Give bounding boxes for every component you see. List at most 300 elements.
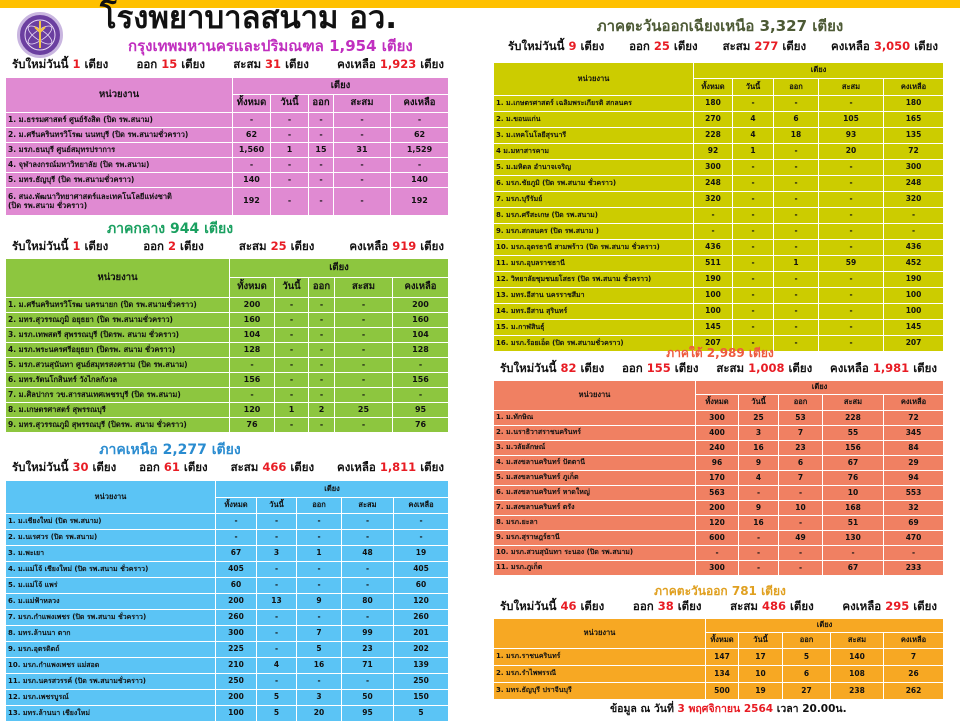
header-out: ออก — [309, 95, 334, 113]
cell-out: - — [297, 610, 342, 626]
header-total: ทั้งหมด — [694, 79, 733, 96]
cell-accumulated: - — [335, 343, 393, 358]
cell-today: 3 — [257, 546, 297, 562]
cell-today: - — [275, 373, 309, 388]
header-beds: เตียง — [216, 481, 449, 498]
table-row — [6, 158, 449, 173]
cell-out: - — [309, 373, 335, 388]
cell-total: 128 — [230, 343, 275, 358]
cell-accumulated: 105 — [819, 112, 884, 128]
cell-today: 4 — [733, 112, 774, 128]
cell-remaining: - — [884, 224, 944, 240]
unit-name-cell: 8. มรภ.ยะลา — [494, 516, 696, 531]
cell-out: - — [779, 516, 823, 531]
cell-out: - — [774, 320, 819, 336]
summary-remain-value: 1,923 — [379, 57, 417, 71]
table-row — [494, 176, 944, 192]
cell-accumulated: - — [819, 224, 884, 240]
cell-today: - — [257, 578, 297, 594]
cell-total: - — [216, 514, 257, 530]
table-row — [6, 690, 449, 706]
table-row — [494, 666, 944, 683]
unit-name-cell: 3. มทร.ธัญบุรี ปราจีนบุรี — [494, 683, 706, 700]
table-row — [6, 373, 449, 388]
summary-remain-value: 1,811 — [379, 460, 417, 474]
cell-out: 20 — [297, 706, 342, 722]
summary-new-label: รับใหม่วันนี้ — [12, 460, 69, 474]
header-total: ทั้งหมด — [233, 95, 271, 113]
header-accumulated: สะสม — [831, 633, 884, 649]
summary-unit: เตียง — [913, 599, 937, 613]
table-row — [494, 112, 944, 128]
cell-today: - — [275, 343, 309, 358]
unit-name-cell: 6. ม.สงขลานครินทร์ หาดใหญ่ — [494, 486, 696, 501]
cell-remaining: 260 — [394, 610, 449, 626]
cell-today: - — [275, 313, 309, 328]
table-row — [494, 471, 944, 486]
summary-unit: เตียง — [788, 361, 813, 375]
summary-acc-value: 1,008 — [748, 361, 785, 375]
table-row — [494, 208, 944, 224]
summary-remain — [337, 58, 444, 72]
cell-out: 18 — [774, 128, 819, 144]
cell-out: - — [297, 530, 342, 546]
header-today: วันนี้ — [275, 278, 309, 298]
cell-accumulated: - — [819, 272, 884, 288]
cell-out: - — [774, 144, 819, 160]
summary-unit: เตียง — [914, 39, 938, 53]
header-beds: เตียง — [696, 381, 944, 395]
unit-name-cell: 13. มทร.ล้านนา เชียงใหม่ — [6, 706, 216, 722]
cell-accumulated: - — [334, 158, 391, 173]
summary-remain-label: คงเหลือ — [349, 239, 389, 253]
unit-name-cell: 1. ม.เกษตรศาสตร์ เฉลิมพระเกียรติ สกลนคร — [494, 96, 694, 112]
table-row — [494, 456, 944, 471]
cell-out: 27 — [783, 683, 831, 700]
summary-remain — [337, 461, 444, 475]
header-out: ออก — [783, 633, 831, 649]
cell-total: 60 — [216, 578, 257, 594]
cell-remaining: 190 — [884, 272, 944, 288]
unit-name-cell: 12. มรภ.เพชรบูรณ์ — [6, 690, 216, 706]
unit-name-cell: 5. ม.แม่โจ้ แพร่ — [6, 578, 216, 594]
cell-remaining: 32 — [884, 501, 944, 516]
header-beds: เตียง — [706, 619, 944, 633]
cell-accumulated: - — [335, 418, 393, 433]
cell-today: 10 — [739, 666, 783, 683]
summary-out-value: 61 — [163, 460, 180, 474]
summary-unit: เตียง — [782, 39, 807, 53]
cell-out: 7 — [297, 626, 342, 642]
cell-out: - — [297, 674, 342, 690]
header-beds: เตียง — [694, 63, 944, 79]
summary-acc-value: 466 — [262, 460, 287, 474]
table-row — [494, 160, 944, 176]
cell-remaining: 150 — [394, 690, 449, 706]
cell-today: - — [257, 514, 297, 530]
cell-today: - — [271, 158, 309, 173]
cell-remaining: 100 — [884, 304, 944, 320]
unit-name-cell: 3. ม.เทคโนโลยีสุรนารี — [494, 128, 694, 144]
header-unit: หน่วยงาน — [494, 619, 706, 649]
cell-out: - — [309, 343, 335, 358]
cell-remaining: 201 — [394, 626, 449, 642]
cell-accumulated: 108 — [831, 666, 884, 683]
timestamp-date: 3 พฤศจิกายน 2564 — [677, 703, 774, 715]
header-total: ทั้งหมด — [706, 633, 739, 649]
summary-unit: เตียง — [420, 239, 444, 253]
unit-name-cell: 1. ม.ธรรมศาสตร์ ศูนย์รังสิต (ปิด รพ.สนาม) — [6, 113, 233, 128]
cell-out: 6 — [774, 112, 819, 128]
cell-remaining: 262 — [884, 683, 944, 700]
summary-unit: เตียง — [580, 599, 605, 613]
cell-out: - — [309, 173, 334, 188]
cell-total: - — [230, 358, 275, 373]
cell-accumulated: - — [335, 328, 393, 343]
unit-name-cell: 4 ม.มหาสารคาม — [494, 144, 694, 160]
cell-total: 134 — [706, 666, 739, 683]
cell-total: 405 — [216, 562, 257, 578]
cell-total: 210 — [216, 658, 257, 674]
table-row — [6, 128, 449, 143]
cell-remaining: 120 — [394, 594, 449, 610]
unit-name-cell: 9. มรภ.สกลนคร (ปิด รพ.สนาม ) — [494, 224, 694, 240]
summary-remain — [349, 240, 444, 254]
summary-out-label: ออก — [139, 460, 160, 474]
summary-unit: เตียง — [183, 460, 208, 474]
table-row — [494, 144, 944, 160]
table-row — [6, 313, 449, 328]
summary-acc-value: 25 — [270, 239, 287, 253]
cell-accumulated: - — [335, 388, 393, 403]
cell-remaining: 100 — [884, 288, 944, 304]
cell-accumulated: 228 — [823, 411, 884, 426]
summary-unit: เตียง — [290, 239, 315, 253]
cell-accumulated: - — [342, 514, 394, 530]
cell-accumulated: - — [334, 188, 391, 216]
cell-total: 240 — [696, 441, 739, 456]
unit-name-cell: 12. วิทยาลัยชุมชนยโสธร (ปิด รพ.สนาม ชั่วคราว) — [494, 272, 694, 288]
table-row — [6, 403, 449, 418]
cell-accumulated: - — [334, 113, 391, 128]
cell-today: 19 — [739, 683, 783, 700]
cell-today: - — [275, 388, 309, 403]
unit-name-cell: 7. ม.ศิลปากร วข.สารสนเทศเพชรบุรี (ปิด รพ.สนาม) — [6, 388, 230, 403]
unit-name-cell: 3. มรภ.ธนบุรี ศูนย์สมุทรปราการ — [6, 143, 233, 158]
cell-total: - — [696, 546, 739, 561]
summary-unit: เตียง — [290, 460, 315, 474]
unit-name-cell: 1. ม.ศรีนครินทรวิโรฒ นครนายก (ปิด รพ.สนามชั่วคราว) — [6, 298, 230, 313]
cell-remaining: 248 — [884, 176, 944, 192]
table-row — [6, 626, 449, 642]
cell-out: - — [309, 328, 335, 343]
cell-out: - — [774, 272, 819, 288]
cell-accumulated: - — [823, 546, 884, 561]
unit-name-cell: 9. มรภ.อุตรดิตถ์ — [6, 642, 216, 658]
summary-remain-label: คงเหลือ — [831, 39, 870, 53]
unit-name-cell: 13. มทร.อีสาน นครราชสีมา — [494, 288, 694, 304]
cell-total: 190 — [694, 272, 733, 288]
cell-today: - — [271, 173, 309, 188]
cell-total: 225 — [216, 642, 257, 658]
cell-today: 1 — [271, 143, 309, 158]
summary-remain-value: 919 — [392, 239, 417, 253]
cell-today: - — [739, 531, 779, 546]
cell-accumulated: 67 — [823, 561, 884, 576]
table-row — [6, 113, 449, 128]
cell-total: 156 — [230, 373, 275, 388]
cell-accumulated: - — [334, 128, 391, 143]
table-row — [6, 328, 449, 343]
unit-name-cell: 14. มทร.อีสาน สุรินทร์ — [494, 304, 694, 320]
cell-today: - — [733, 240, 774, 256]
table-row — [6, 530, 449, 546]
cell-total: 248 — [694, 176, 733, 192]
unit-name-cell: 6. สนง.พัฒนาวิทยาศาสตร์และเทคโนโลยีแห่งชาติ (ปิด รพ.สนาม ชั่วคราว) — [6, 188, 233, 216]
summary-remain — [842, 600, 937, 614]
cell-today: - — [739, 486, 779, 501]
region-title-bangkok: กรุงเทพมหานครและปริมณฑล 1,954 เตียง — [128, 37, 413, 55]
cell-total: 400 — [696, 426, 739, 441]
cell-accumulated: - — [819, 192, 884, 208]
cell-remaining: 60 — [394, 578, 449, 594]
cell-today: - — [733, 176, 774, 192]
summary-out-value: 25 — [653, 39, 670, 53]
unit-name-cell: 6. มทร.รัตนโกสินทร์ วังไกลกังวล — [6, 373, 230, 388]
cell-accumulated: 99 — [342, 626, 394, 642]
cell-today: - — [271, 128, 309, 143]
cell-accumulated: - — [342, 674, 394, 690]
table-row — [6, 358, 449, 373]
cell-today: - — [733, 320, 774, 336]
cell-today: - — [733, 336, 774, 352]
summary-unit: เตียง — [674, 361, 699, 375]
unit-name-cell: 5. มรภ.สวนสุนันทา ศูนย์สมุทรสงคราม (ปิด รพ.สนาม) — [6, 358, 230, 373]
summary-out — [143, 240, 204, 254]
cell-today: - — [257, 626, 297, 642]
summary-acc-value: 277 — [754, 39, 779, 53]
cell-accumulated: - — [819, 208, 884, 224]
header-today: วันนี้ — [257, 498, 297, 514]
cell-remaining: 5 — [394, 706, 449, 722]
cell-total: 67 — [216, 546, 257, 562]
timestamp-time: เวลา 20.00น. — [776, 703, 847, 715]
table-row — [6, 594, 449, 610]
cell-today: 1 — [733, 144, 774, 160]
cell-out: - — [774, 224, 819, 240]
table-row — [494, 516, 944, 531]
cell-accumulated: 130 — [823, 531, 884, 546]
cell-total: 260 — [216, 610, 257, 626]
summary-new — [12, 240, 108, 254]
summary-out-value: 15 — [161, 57, 178, 71]
unit-name-cell: 3. มรภ.เทพสตรี สุพรรณบุรี (ปิดรพ. สนาม ชั่วคราว) — [6, 328, 230, 343]
cell-remaining: 29 — [884, 456, 944, 471]
table-row — [494, 486, 944, 501]
unit-name-cell: 1. มรภ.ราชนครินทร์ — [494, 649, 706, 666]
cell-total: 170 — [696, 471, 739, 486]
cell-out: - — [297, 514, 342, 530]
region-summary-south — [500, 362, 937, 376]
header-today: วันนี้ — [739, 633, 783, 649]
summary-new-label: รับใหม่วันนี้ — [500, 599, 557, 613]
summary-unit: เตียง — [285, 57, 309, 71]
cell-total: 300 — [216, 626, 257, 642]
cell-accumulated: - — [819, 240, 884, 256]
cell-total: - — [216, 530, 257, 546]
cell-today: - — [275, 358, 309, 373]
table-row — [494, 441, 944, 456]
cell-remaining: 192 — [391, 188, 449, 216]
cell-out: - — [297, 562, 342, 578]
cell-accumulated: 238 — [831, 683, 884, 700]
cell-today: - — [733, 96, 774, 112]
cell-total: 200 — [216, 690, 257, 706]
cell-remaining: 84 — [884, 441, 944, 456]
unit-name-cell: 2. ม.ขอนแก่น — [494, 112, 694, 128]
cell-today: - — [271, 188, 309, 216]
header-remaining: คงเหลือ — [884, 395, 944, 411]
unit-name-cell: 2. ม.นราธิวาสราชนครินทร์ — [494, 426, 696, 441]
cell-total: 160 — [230, 313, 275, 328]
cell-out: 15 — [309, 143, 334, 158]
cell-remaining: 156 — [393, 373, 449, 388]
summary-out-label: ออก — [632, 599, 654, 613]
cell-accumulated: 140 — [831, 649, 884, 666]
cell-out: - — [774, 288, 819, 304]
unit-name-cell: 8. มรภ.ศรีสะเกษ (ปิด รพ.สนาม) — [494, 208, 694, 224]
header-beds: เตียง — [230, 259, 449, 278]
cell-remaining: 135 — [884, 128, 944, 144]
cell-remaining: 94 — [884, 471, 944, 486]
region-summary-north — [12, 461, 444, 475]
unit-name-cell: 10. มรภ.อุดรธานี สามพร้าว (ปิด รพ.สนาม ชั่วคราว) — [494, 240, 694, 256]
region-table-bangkok — [5, 77, 449, 216]
unit-name-cell: 11. มรภ.อุบลราชธานี — [494, 256, 694, 272]
cell-accumulated: 95 — [342, 706, 394, 722]
table-row — [494, 546, 944, 561]
cell-accumulated: - — [819, 160, 884, 176]
cell-today: - — [733, 160, 774, 176]
cell-accumulated: 23 — [342, 642, 394, 658]
table-row — [6, 706, 449, 722]
region-table-northeast — [493, 62, 944, 352]
table-row — [494, 501, 944, 516]
summary-out-label: ออก — [143, 239, 165, 253]
cell-out: - — [774, 304, 819, 320]
cell-remaining: 233 — [884, 561, 944, 576]
summary-new-label: รับใหม่วันนี้ — [500, 361, 557, 375]
header-accumulated: สะสม — [335, 278, 393, 298]
table-row — [6, 343, 449, 358]
summary-acc — [233, 58, 309, 72]
cell-out: 5 — [297, 642, 342, 658]
cell-total: 200 — [216, 594, 257, 610]
cell-accumulated: 76 — [823, 471, 884, 486]
summary-new — [500, 600, 604, 614]
cell-remaining: 553 — [884, 486, 944, 501]
unit-name-cell: 5. มทร.ธัญบุรี (ปิด รพ.สนามชั่วคราว) — [6, 173, 233, 188]
unit-name-cell: 15. ม.กาฬสินธุ์ — [494, 320, 694, 336]
unit-name-cell: 3. ม.วลัยลักษณ์ — [494, 441, 696, 456]
summary-unit: เตียง — [580, 361, 605, 375]
header-beds: เตียง — [233, 78, 449, 95]
cell-total: 145 — [694, 320, 733, 336]
cell-remaining: 140 — [391, 173, 449, 188]
cell-total: 270 — [694, 112, 733, 128]
region-title-northeast: ภาคตะวันออกเฉียงเหนือ 3,327 เตียง — [596, 17, 844, 35]
table-row — [494, 128, 944, 144]
cell-today: - — [739, 561, 779, 576]
cell-out: - — [309, 128, 334, 143]
unit-name-cell: 4. มรภ.พระนครศรีอยุธยา (ปิดรพ. สนาม ชั่วคราว) — [6, 343, 230, 358]
summary-acc — [239, 240, 315, 254]
header-total: ทั้งหมด — [230, 278, 275, 298]
table-row — [494, 426, 944, 441]
cell-accumulated: - — [342, 530, 394, 546]
header-unit: หน่วยงาน — [494, 63, 694, 96]
unit-name-cell: 6. ม.แม่ฟ้าหลวง — [6, 594, 216, 610]
cell-out: - — [774, 192, 819, 208]
summary-out — [622, 362, 699, 376]
cell-total: - — [233, 113, 271, 128]
cell-remaining: 145 — [884, 320, 944, 336]
cell-out: 6 — [783, 666, 831, 683]
cell-accumulated: - — [819, 320, 884, 336]
cell-out: 49 — [779, 531, 823, 546]
cell-total: 436 — [694, 240, 733, 256]
cell-total: 600 — [696, 531, 739, 546]
cell-accumulated: 71 — [342, 658, 394, 674]
summary-unit: เตียง — [92, 460, 117, 474]
header-remaining: คงเหลือ — [394, 498, 449, 514]
cell-out: 9 — [297, 594, 342, 610]
timestamp-prefix: ข้อมูล ณ วันที่ — [610, 703, 674, 715]
cell-today: 5 — [257, 690, 297, 706]
cell-out: - — [774, 240, 819, 256]
summary-remain — [831, 40, 938, 54]
cell-accumulated: - — [819, 176, 884, 192]
cell-today: - — [275, 298, 309, 313]
cell-remaining: 72 — [884, 411, 944, 426]
unit-name-cell: 3. ม.พะเยา — [6, 546, 216, 562]
table-row — [494, 531, 944, 546]
unit-name-cell: 8. ม.เกษตรศาสตร์ สุพรรณบุรี — [6, 403, 230, 418]
table-row — [494, 411, 944, 426]
cell-remaining: - — [393, 358, 449, 373]
summary-acc-label: สะสม — [716, 361, 745, 375]
summary-unit: เตียง — [789, 599, 814, 613]
cell-remaining: 139 — [394, 658, 449, 674]
cell-out: - — [779, 561, 823, 576]
cell-today: 17 — [739, 649, 783, 666]
cell-accumulated: 20 — [819, 144, 884, 160]
table-row — [494, 256, 944, 272]
summary-acc-label: สะสม — [233, 57, 262, 71]
summary-remain-label: คงเหลือ — [337, 460, 376, 474]
cell-accumulated: 10 — [823, 486, 884, 501]
cell-out: 1 — [774, 256, 819, 272]
header-today: วันนี้ — [739, 395, 779, 411]
cell-accumulated: - — [335, 313, 393, 328]
cell-remaining: - — [393, 388, 449, 403]
summary-unit: เตียง — [913, 361, 937, 375]
cell-accumulated: - — [335, 358, 393, 373]
cell-out: - — [779, 546, 823, 561]
summary-remain-label: คงเหลือ — [337, 57, 376, 71]
cell-accumulated: 25 — [335, 403, 393, 418]
region-summary-northeast — [508, 40, 938, 54]
